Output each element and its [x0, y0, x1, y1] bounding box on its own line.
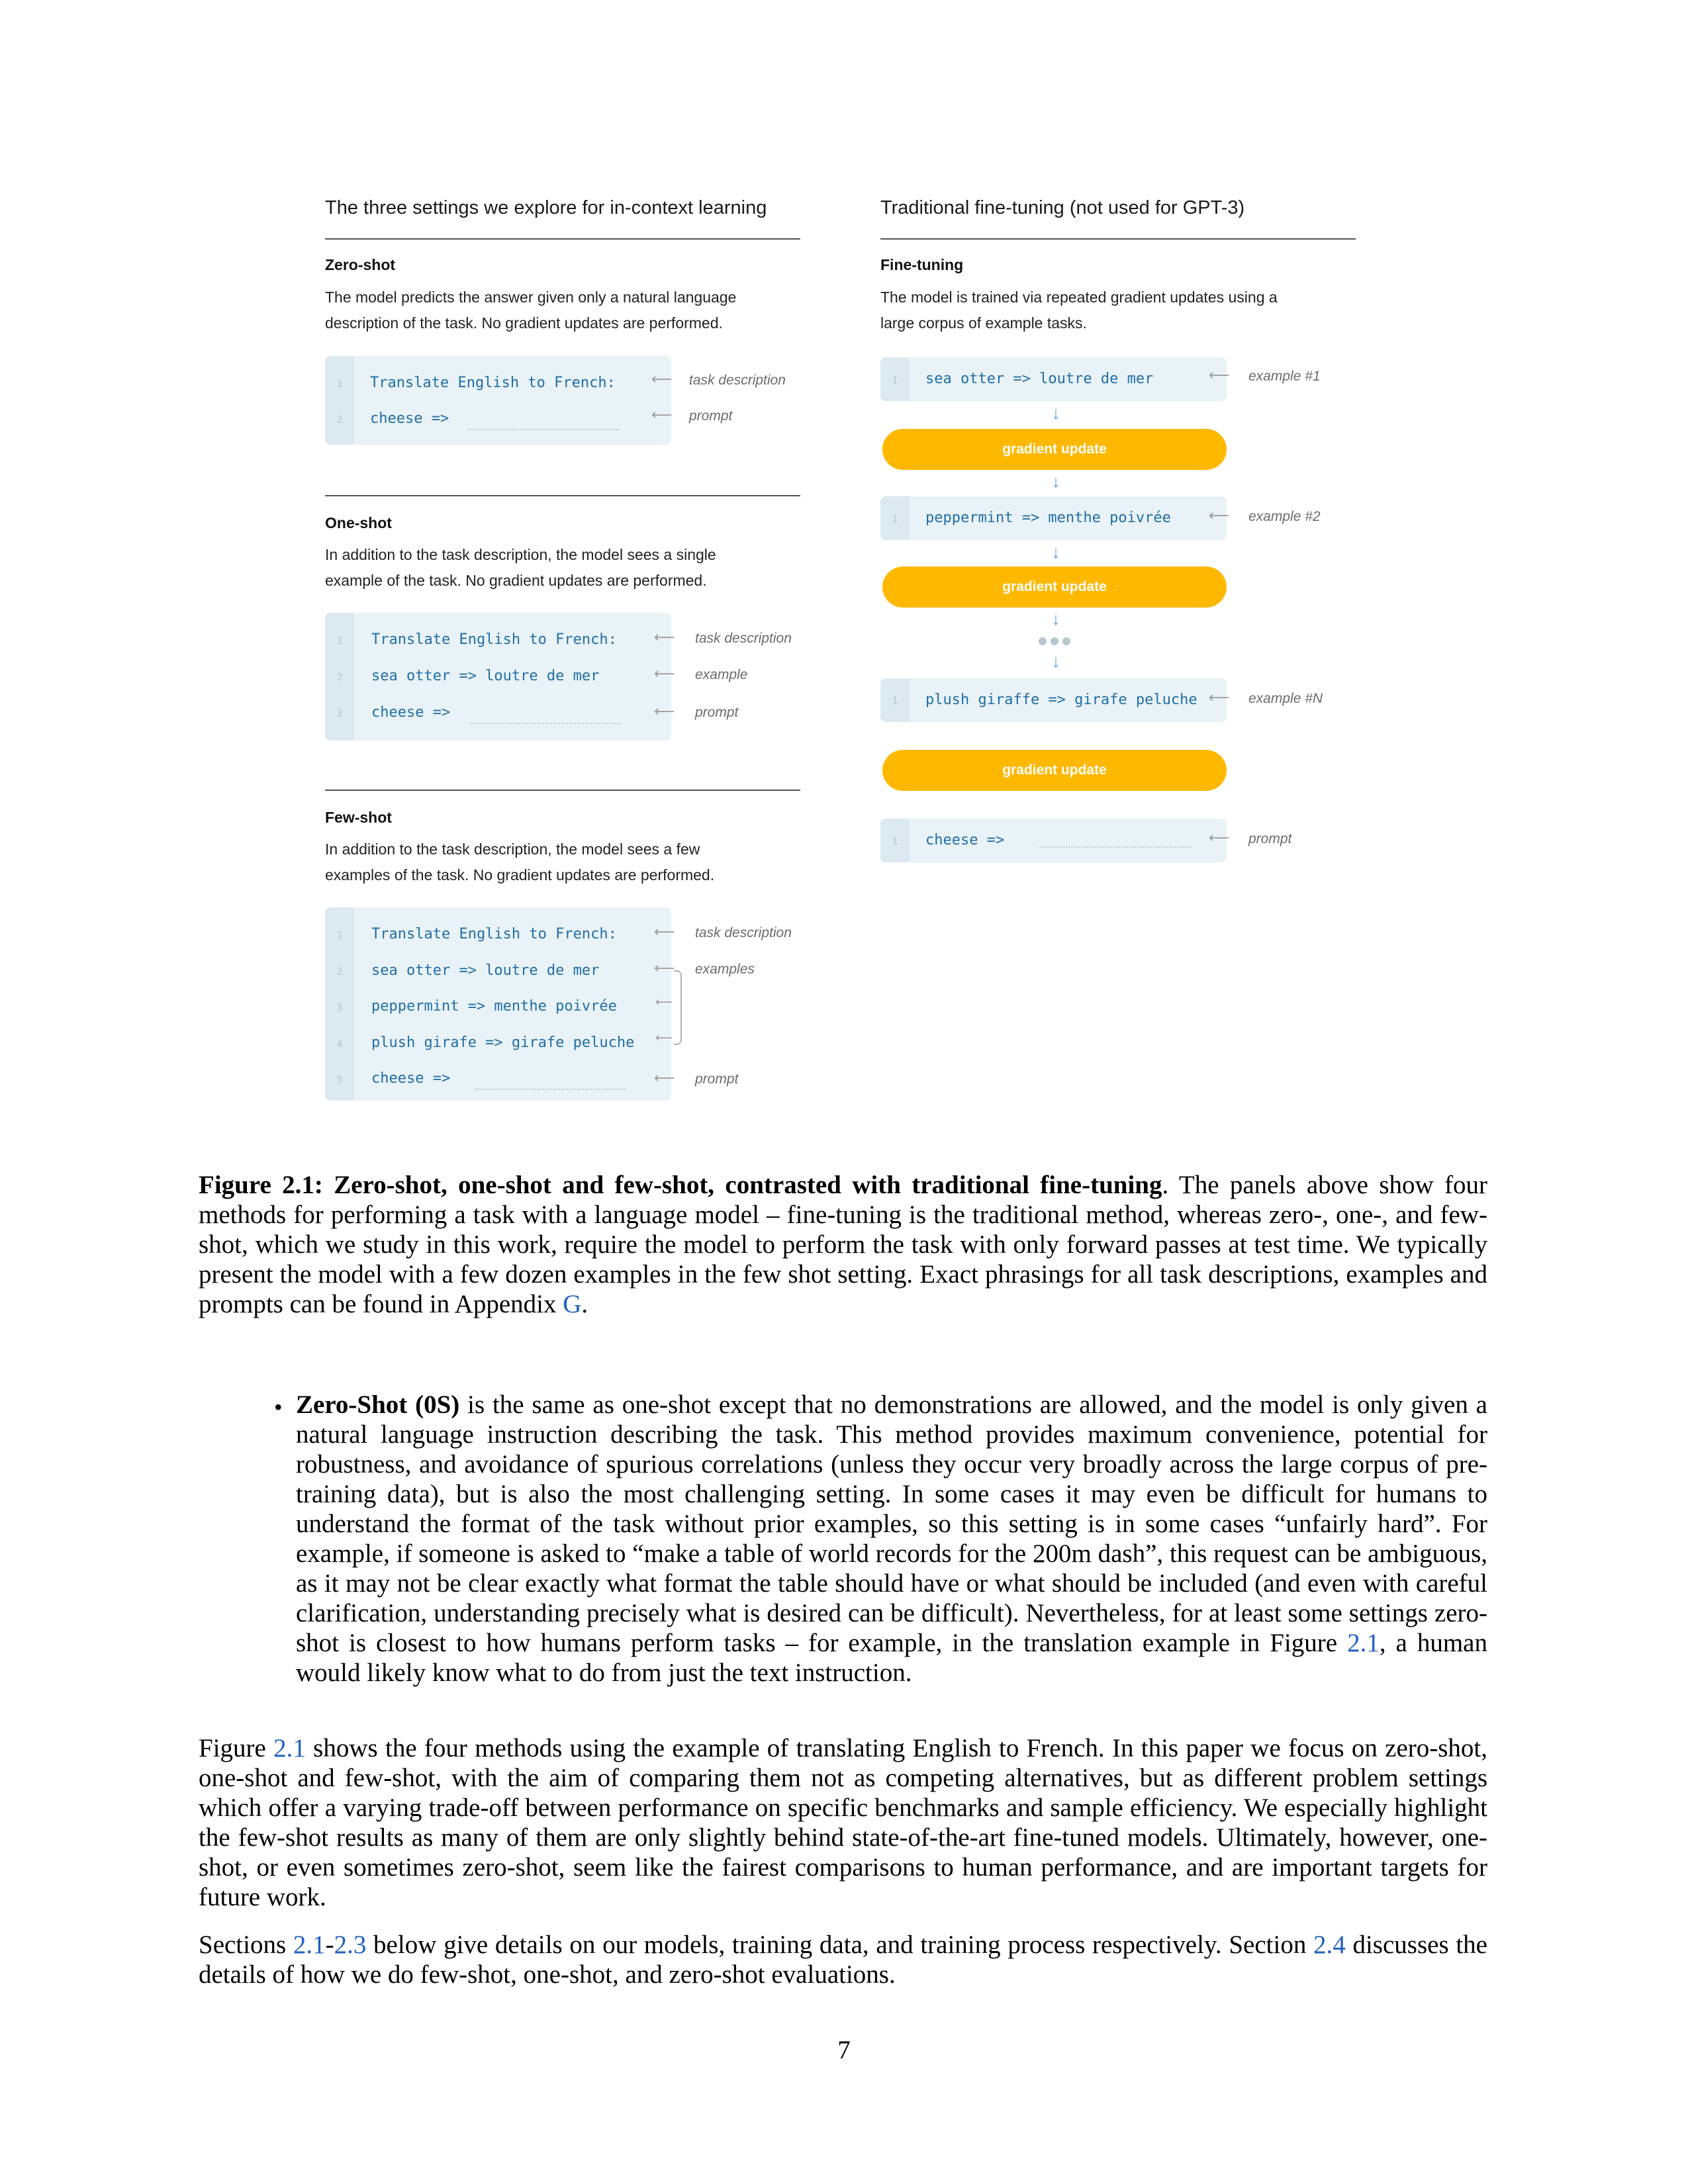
code-line: sea otter => loutre de mer: [371, 962, 600, 979]
left-arrow-icon: ⟵: [654, 665, 675, 682]
code-line: plush giraffe => girafe peluche: [925, 692, 1197, 708]
left-arrow-icon: ⟵: [1209, 829, 1230, 846]
zero-shot-title: Zero-shot: [325, 256, 396, 273]
one-shot-description: [325, 542, 828, 594]
section-ref-link[interactable]: 2.3: [334, 1931, 367, 1959]
down-arrow-icon: ↓: [1051, 472, 1060, 491]
zero-shot-desc-line-2: description of the task. No gradient updates are performed.: [325, 314, 723, 332]
left-arrow-icon: ⟵: [654, 960, 675, 976]
code-line: plush girafe => girafe peluche: [371, 1034, 635, 1051]
left-arrow-icon: ⟵: [654, 923, 675, 940]
bullet-term: Zero-Shot (0S): [296, 1390, 460, 1419]
caption-end: .: [581, 1290, 588, 1318]
code-line: cheese =>: [371, 1070, 451, 1087]
para1-text: shows the four methods using the example of translating English to French. In this paper we focus on zero-shot, one-shot and few-shot, with the aim of comparing them not as competing alternatives, but as different problem settings which offer a varying trade-off between performance on specific benchmarks and sample efficiency. We especially highlight the few-shot results as many of them are only slightly behind state-of-the-art fine-tuned models. Ultimately, however, one-shot, or even sometimes zero-shot, seem like the fairest comparisons to human performance, and are important targets for future work.: [199, 1734, 1487, 1911]
section-ref-link[interactable]: 2.4: [1313, 1931, 1346, 1959]
line-number: 2: [336, 414, 343, 426]
one-shot-code-box: [325, 613, 671, 741]
para2-pre: Sections: [199, 1931, 293, 1959]
line-number: 1: [892, 513, 898, 525]
left-arrow-icon: ⟵: [1209, 367, 1230, 383]
left-arrow-icon: ⟵: [1209, 689, 1230, 705]
fine-tuning-description: [880, 285, 1383, 336]
gradient-update-pill: gradient update: [882, 750, 1227, 791]
code-line: Translate English to French:: [371, 926, 617, 942]
code-line: Translate English to French:: [370, 375, 616, 391]
left-arrow-icon: ⟵: [654, 629, 675, 645]
down-arrow-icon: ↓: [1051, 652, 1060, 671]
line-number: 5: [336, 1073, 343, 1085]
fine-tuning-example-box: [880, 678, 1227, 722]
line-gutter: [325, 356, 354, 445]
gradient-update-pill: gradient update: [882, 429, 1227, 470]
zero-shot-desc-line-1: The model predicts the answer given only a natural language: [325, 289, 737, 306]
code-line: sea otter => loutre de mer: [371, 668, 600, 684]
para1-pre: Figure: [199, 1734, 274, 1762]
page-number: 7: [837, 2036, 851, 2064]
fine-tuning-desc-line-1: The model is trained via repeated gradient updates using a: [880, 289, 1278, 306]
left-column-title: The three settings we explore for in-context learning: [325, 197, 767, 218]
caption-text: . The panels above show four methods for performing a task with a language model – fine-tuning is the traditional method, whereas zero-, one-, and few-shot, which we study in this work, require the model to perform the task with only forward passes at test time. We typically present the model with a few dozen examples in the few shot setting. Exact phrasings for all task descriptions, examples and prompts can be found in Appendix: [199, 1171, 1487, 1318]
line-number: 1: [892, 695, 898, 707]
left-arrow-icon: ⟵: [655, 1031, 673, 1044]
caption-label: Figure 2.1: Zero-shot, one-shot and few-shot, contrasted with traditional fine-tuning: [199, 1171, 1162, 1199]
right-column-title: Traditional fine-tuning (not used for GPT-3): [880, 197, 1245, 218]
few-shot-desc-line-1: In addition to the task description, the model sees a few: [325, 841, 700, 858]
annotation-example-n: example #N: [1248, 691, 1323, 706]
prompt-blank: [469, 723, 620, 724]
code-line: Translate English to French:: [371, 631, 617, 648]
annotation-task-description: task description: [689, 373, 786, 388]
prompt-blank: [1039, 846, 1192, 848]
bullet-icon: •: [274, 1394, 283, 1420]
line-number: 4: [336, 1038, 343, 1050]
gradient-update-pill: gradient update: [882, 567, 1227, 608]
ellipsis-dot: [1062, 637, 1070, 645]
one-shot-desc-line-1: In addition to the task description, the model sees a single: [325, 546, 716, 563]
fine-tuning-example-box: [880, 496, 1227, 540]
para2-dash: -: [325, 1931, 334, 1959]
code-line: peppermint => menthe poivrée: [371, 998, 617, 1015]
right-title-rule: [880, 238, 1356, 240]
zero-shot-description: [325, 285, 828, 336]
annotation-prompt: prompt: [695, 1071, 739, 1087]
annotation-example: example: [695, 667, 748, 682]
line-number: 1: [336, 378, 343, 390]
code-line: cheese =>: [370, 410, 449, 427]
left-arrow-icon: ⟵: [651, 371, 673, 387]
ellipsis-dot: [1039, 637, 1047, 645]
appendix-link[interactable]: G: [563, 1290, 582, 1318]
annotation-prompt: prompt: [689, 408, 733, 424]
line-number: 1: [336, 929, 343, 941]
few-shot-code-box: [325, 907, 671, 1101]
annotation-example-2: example #2: [1248, 509, 1321, 524]
figure-ref-link[interactable]: 2.1: [1347, 1629, 1380, 1657]
fine-tuning-prompt-box: [880, 819, 1227, 862]
code-line: peppermint => menthe poivrée: [925, 510, 1171, 526]
figure-caption: [199, 1170, 1487, 1319]
one-shot-desc-line-2: example of the task. No gradient updates are performed.: [325, 572, 707, 589]
para2-mid: below give details on our models, training data, and training process respectively. Section: [366, 1931, 1314, 1959]
few-shot-description: [325, 837, 828, 888]
annotation-example-1: example #1: [1248, 369, 1321, 384]
line-number: 3: [336, 1001, 343, 1013]
prompt-blank: [475, 1089, 626, 1090]
line-number: 1: [892, 835, 898, 847]
down-arrow-icon: ↓: [1051, 543, 1060, 562]
ellipsis-dot: [1051, 637, 1058, 645]
one-shot-title: One-shot: [325, 514, 392, 531]
figure-ref-link[interactable]: 2.1: [273, 1734, 306, 1762]
line-number: 3: [336, 707, 343, 719]
annotation-prompt: prompt: [1248, 831, 1292, 846]
few-shot-desc-line-2: examples of the task. No gradient updates are performed.: [325, 866, 715, 884]
few-shot-rule: [325, 790, 800, 791]
section-ref-link[interactable]: 2.1: [293, 1931, 326, 1959]
annotation-examples: examples: [695, 962, 755, 977]
annotation-prompt: prompt: [695, 705, 739, 720]
left-arrow-icon: ⟵: [651, 406, 673, 423]
left-arrow-icon: ⟵: [1209, 507, 1230, 523]
examples-bracket: [674, 970, 682, 1045]
annotation-task-description: task description: [695, 925, 792, 940]
left-arrow-icon: ⟵: [654, 703, 675, 719]
fine-tuning-example-box: [880, 357, 1227, 401]
line-number: 1: [892, 374, 898, 386]
line-number: 2: [336, 671, 343, 683]
para2-post: discusses the details of how we do few-shot, one-shot, and zero-shot evaluations.: [199, 1931, 1487, 1989]
paragraph-1: [199, 1733, 1487, 1912]
code-line: cheese =>: [371, 704, 451, 721]
bullet-end: , a human would likely know what to do from just the text instruction.: [296, 1629, 1487, 1687]
line-number: 1: [336, 635, 343, 647]
code-line: cheese =>: [925, 832, 1005, 848]
down-arrow-icon: ↓: [1051, 610, 1060, 629]
annotation-task-description: task description: [695, 631, 792, 646]
bullet-body: is the same as one-shot except that no demonstrations are allowed, and the model is only given a natural language instruction describing the task. This method provides maximum convenience, potential for robustness, and avoidance of spurious correlations (unless they occur very broadly across the large corpus of pre-training data), but is also the most challenging setting. In some cases it may even be difficult for humans to understand the format of the task without prior examples, so this setting is in some cases “unfairly hard”. For example, if someone is asked to “make a table of world records for the 200m dash”, this request can be ambiguous, as it may not be clear exactly what format the table should have or what should be included (and even with careful clarification, understanding precisely what is desired can be difficult). Nevertheless, for at least some settings zero-shot is closest to how humans perform tasks – for example, in the translation example in Figure: [296, 1390, 1487, 1657]
zero-shot-bullet-text: [296, 1390, 1487, 1688]
code-line: sea otter => loutre de mer: [925, 371, 1154, 387]
fine-tuning-desc-line-2: large corpus of example tasks.: [880, 314, 1087, 332]
left-title-rule: [325, 238, 800, 240]
zero-shot-code-box: [325, 356, 671, 445]
line-number: 2: [336, 966, 343, 978]
left-arrow-icon: ⟵: [654, 1069, 675, 1086]
paragraph-2: [199, 1930, 1487, 1989]
prompt-blank: [468, 429, 619, 430]
down-arrow-icon: ↓: [1051, 404, 1060, 423]
one-shot-rule: [325, 495, 800, 496]
few-shot-title: Few-shot: [325, 809, 392, 826]
fine-tuning-title: Fine-tuning: [880, 256, 964, 273]
left-arrow-icon: ⟵: [655, 995, 673, 1009]
